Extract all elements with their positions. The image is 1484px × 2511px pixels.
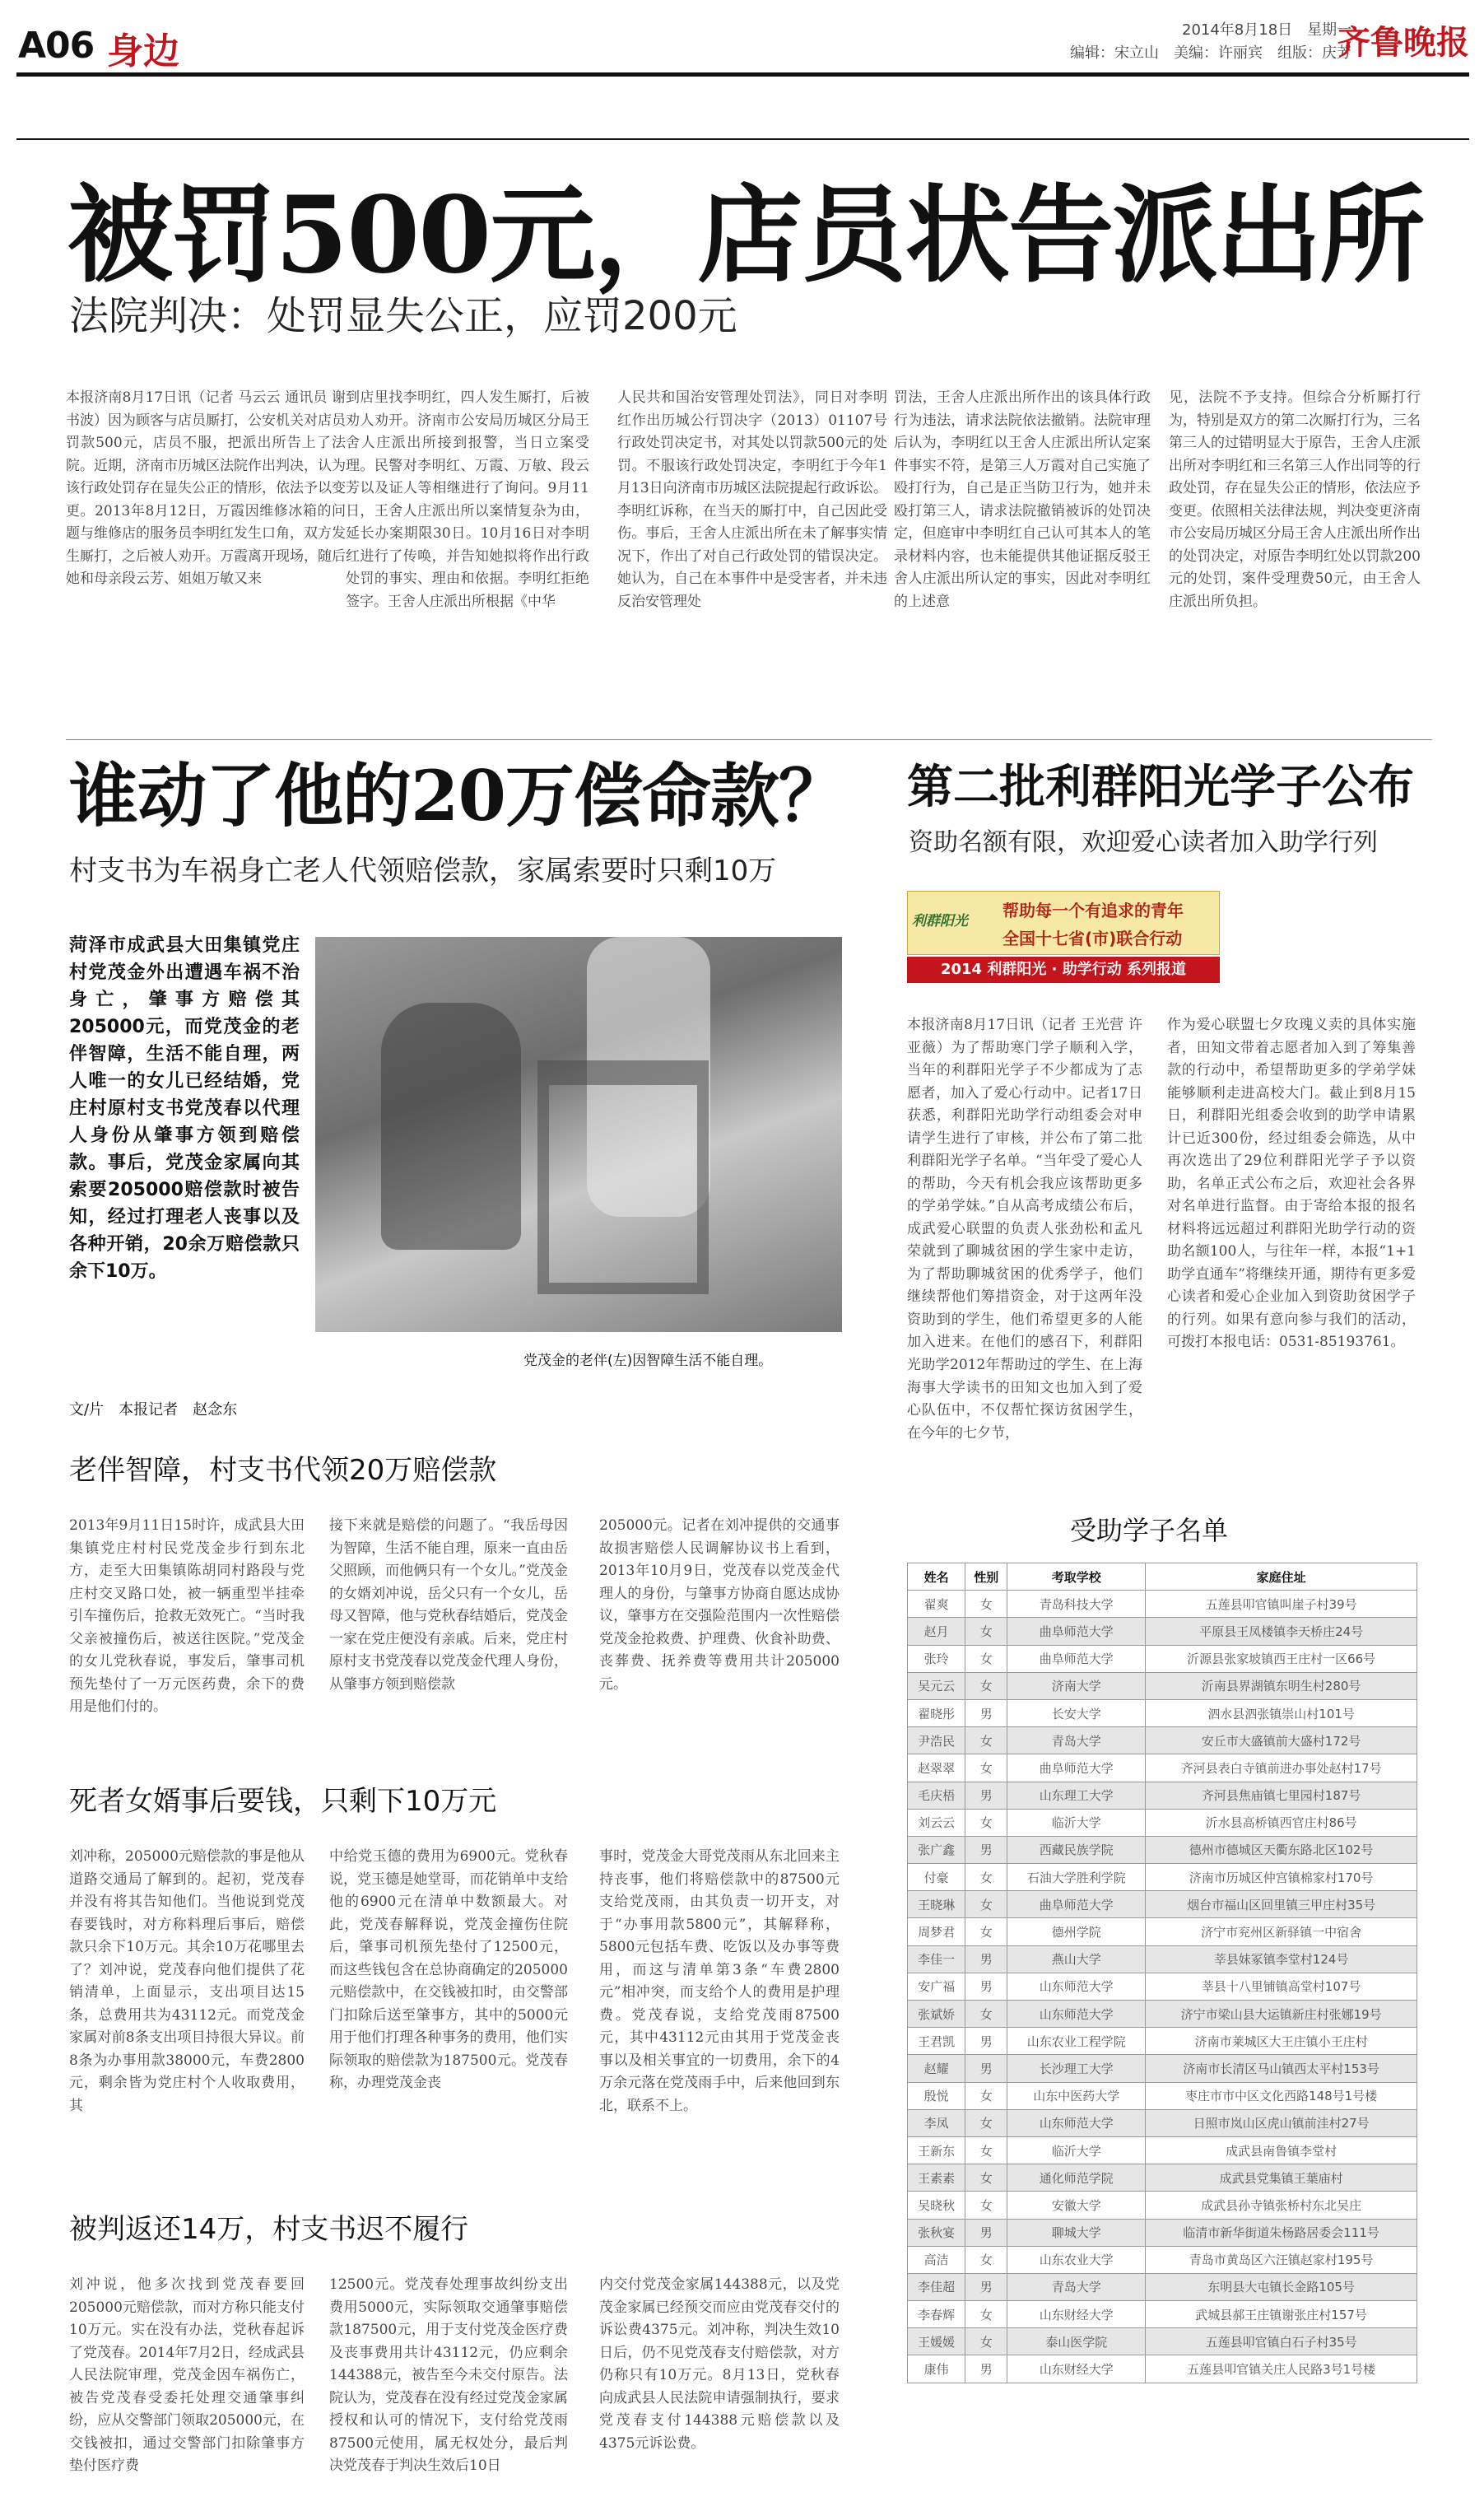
story2-col-text: 205000元。记者在刘冲提供的交通事故损害赔偿人民调解协议书上看到，2013年10月9日，党茂春以党茂金代理人的身份，与肇事方协商自愿达成协议，肇事方在交强险范围内一次性赔偿党茂金抢救费、护理费、伙食补助费、丧葬费、抚养费等费用共计205000元。 bbox=[599, 1517, 840, 1693]
story2-byline: 文/片 本报记者 赵念东 bbox=[69, 1401, 238, 1419]
banner-tag: 2014 利群阳光 · 助学行动 系列报道 bbox=[907, 957, 1220, 983]
table-cell: 平原县王凤楼镇李天桥庄24号 bbox=[1146, 1618, 1417, 1645]
story1-col-text: 见，法院不予支持。但综合分析厮打行为，特别是双方的第二次厮打行为，三名第三人的过错明显大于原告，王舍人庄派出所对李明红和三名第三人作出同等的行政处罚，存在显失公正的情形，依法应予变更。依照相关法律法规，判决变更济南市公安局历城区分局王舍人庄派出所作出的处罚决定，对原告李明红处以罚款200元的处罚，案件受理费50元，由王舍人庄派出所负担。 bbox=[1169, 389, 1421, 610]
table-cell: 康伟 bbox=[908, 2355, 965, 2383]
story2-section2-title: 死者女婿事后要钱，只剩下10万元 bbox=[69, 1785, 497, 1818]
header-rule-thick bbox=[16, 72, 1469, 77]
table-cell: 男 bbox=[965, 1782, 1007, 1809]
banner-line1: 帮助每一个有追求的青年 bbox=[1003, 901, 1184, 920]
story2-sec3-col-1 bbox=[69, 2274, 305, 2496]
table-row bbox=[908, 2109, 1417, 2136]
header-rule-thin bbox=[16, 138, 1469, 140]
table-row bbox=[908, 2301, 1417, 2328]
page-number: A06 bbox=[18, 25, 95, 67]
table-cell: 女 bbox=[965, 2136, 1007, 2164]
story2-col-text: 刘冲称，205000元赔偿款的事是他从道路交通局了解到的。起初，党茂春并没有将其告知他们。当他说到党茂春要钱时，对方称料理后事后，赔偿款只余下10万元。其余10万花哪里去了？刘冲说，党茂春向他们提供了花销清单，上面显示，支出项目达15条，总费用共为43112元。而党茂金家属对前8条支出项目持很大异议。前8条为办事用款38000元，车费2800元，剩余皆为党庄村个人收取费用，其 bbox=[69, 1848, 305, 2114]
story3-col-1 bbox=[907, 1014, 1142, 1492]
story1-bottom-rule bbox=[66, 739, 1432, 740]
table-cell: 女 bbox=[965, 1891, 1007, 1918]
table-cell: 安广福 bbox=[908, 1973, 965, 2000]
table-header: 性别 bbox=[965, 1563, 1007, 1591]
table-row bbox=[908, 1672, 1417, 1699]
table-cell: 赵月 bbox=[908, 1618, 965, 1645]
table-cell: 毛庆梧 bbox=[908, 1782, 965, 1809]
table-cell: 高洁 bbox=[908, 2246, 965, 2273]
table-cell: 李凤 bbox=[908, 2109, 965, 2136]
story2-sec2-col-2 bbox=[329, 1846, 568, 2167]
table-row bbox=[908, 1945, 1417, 1973]
table-cell: 安徽大学 bbox=[1007, 2192, 1146, 2219]
story3-table-title: 受助学子名单 bbox=[1070, 1515, 1229, 1546]
table-cell: 东明县大屯镇长金路105号 bbox=[1146, 2273, 1417, 2300]
story3-banner bbox=[907, 891, 1220, 983]
table-row bbox=[908, 1754, 1417, 1782]
table-cell: 长安大学 bbox=[1007, 1699, 1146, 1726]
table-cell: 石油大学胜利学院 bbox=[1007, 1864, 1146, 1891]
table-row bbox=[908, 1591, 1417, 1618]
story1-col-text: 人民共和国治安管理处罚法》，同日对李明红作出历城公行罚决字（2013）01107号行政处罚决定书，对其处以罚款500元的处罚。不服该行政处罚决定，李明红于今年1月13日向济南市历城区法院提起行政诉讼。李明红诉称，在当天的厮打中，自己因此受伤。事后，王舍人庄派出所在未了解事实情况下，作出了对自己行政处罚的错误决定。她认为，自己在本事件中是受害者，并未违反治安管理处 bbox=[617, 389, 887, 610]
story2-col-text: 12500元。党茂春处理事故纠纷支出费用5000元，实际领取交通肇事赔偿款187500元，用于支付党茂金医疗费及丧事费用共计43112元，仍应剩余144388元，被告至今未交付原告。法院认为，党茂春在没有经过党茂金家属授权和认可的情况下，支付给党茂雨87500元使用，属无权处分，最后判决党茂春于判决生效后10日 bbox=[329, 2276, 568, 2475]
table-cell: 山东财经大学 bbox=[1007, 2355, 1146, 2383]
table-row bbox=[908, 2082, 1417, 2109]
table-cell: 李佳超 bbox=[908, 2273, 965, 2300]
table-cell: 吴元云 bbox=[908, 1672, 965, 1699]
editor-line: 编辑：宋立山 美编：许丽宾 组版：庆芳 bbox=[1070, 44, 1351, 62]
table-cell: 济南大学 bbox=[1007, 1672, 1146, 1699]
table-row bbox=[908, 2164, 1417, 2192]
table-row bbox=[908, 2246, 1417, 2273]
table-cell: 女 bbox=[965, 2109, 1007, 2136]
table-cell: 女 bbox=[965, 1754, 1007, 1782]
table-row bbox=[908, 1891, 1417, 1918]
table-cell: 成武县南鲁镇李堂村 bbox=[1146, 2136, 1417, 2164]
table-cell: 张斌娇 bbox=[908, 2001, 965, 2028]
story2-intro: 菏泽市成武县大田集镇党庄村党茂金外出遭遇车祸不治身亡，肇事方赔偿其205000元，而党茂金的老伴智障，生活不能自理，两人唯一的女儿已经结婚，党庄村原村支书党茂春以代理人身份从肇事方领到赔偿款。事后，党茂金家属向其索要205000赔偿款时被告知，经过打理老人丧事以及各种开销，20余万赔偿款只余下10万。 bbox=[69, 935, 300, 1282]
table-cell: 王媛媛 bbox=[908, 2328, 965, 2355]
table-cell: 曲阜师范大学 bbox=[1007, 1891, 1146, 1918]
table-cell: 女 bbox=[965, 2001, 1007, 2028]
table-row bbox=[908, 1864, 1417, 1891]
table-cell: 曲阜师范大学 bbox=[1007, 1645, 1146, 1672]
table-cell: 成武县孙寺镇张桥村东北吴庄 bbox=[1146, 2192, 1417, 2219]
table-cell: 山东农业大学 bbox=[1007, 2246, 1146, 2273]
table-cell: 临沂大学 bbox=[1007, 1809, 1146, 1836]
table-cell: 女 bbox=[965, 2328, 1007, 2355]
table-cell: 王晓琳 bbox=[908, 1891, 965, 1918]
story2-photo-caption: 党茂金的老伴(左)因智障生活不能自理。 bbox=[523, 1353, 773, 1369]
table-row bbox=[908, 1809, 1417, 1836]
table-cell: 赵耀 bbox=[908, 2055, 965, 2082]
table-cell: 成武县党集镇王葉庙村 bbox=[1146, 2164, 1417, 2192]
table-cell: 燕山大学 bbox=[1007, 1945, 1146, 1973]
story2-col-text: 事时，党茂金大哥党茂雨从东北回来主持丧事，他们将赔偿款中的87500元支给党茂雨，由其负责一切开支，对于“办事用款5800元”，其解释称，5800元包括车费、吃饭以及办事等费用，而这与清单第3条“车费2800元”相冲突，而支给个人的费用是护理费。党茂春说，支给党茂雨87500元，其中43112元由其用于党茂金丧事以及相关事宜的一切费用，余下的4万余元落在党茂雨手中，后来他回到东北，联系不上。 bbox=[599, 1848, 840, 2114]
table-cell: 烟台市福山区回里镇三甲庄村35号 bbox=[1146, 1891, 1417, 1918]
table-cell: 张广鑫 bbox=[908, 1836, 965, 1863]
table-cell: 曲阜师范大学 bbox=[1007, 1618, 1146, 1645]
table-header: 姓名 bbox=[908, 1563, 965, 1591]
story2-sec1-col-1 bbox=[69, 1515, 305, 1737]
table-cell: 莘县妹冢镇李堂村124号 bbox=[1146, 1945, 1417, 1973]
table-cell: 男 bbox=[965, 1836, 1007, 1863]
table-cell: 五莲县叩官镇关庄人民路3号1号楼 bbox=[1146, 2355, 1417, 2383]
table-row bbox=[908, 2028, 1417, 2055]
table-cell: 女 bbox=[965, 2164, 1007, 2192]
story3-col-text: 作为爱心联盟七夕玫瑰义卖的具体实施者，田知文带着志愿者加入到了筹集善款的行动中，希望帮助更多的学弟学妹能够顺利走进高校大门。截止到8月15日，利群阳光组委会收到的助学申请累计已近300份，经过组委会筛选，从中再次选出了29位利群阳光学子予以资助，名单正式公布之后，欢迎社会各界对名单进行监督。由于寄给本报的报名材料将远远超过利群阳光助学行动的资助名额100人，与往年一样，本报“1+1助学直通车”将继续开通，期待有更多爱心读者和爱心企业加入到资助贫困学子的行列。如果有意向参与我们的活动，可拨打本报电话：0531-85193761。 bbox=[1167, 1017, 1416, 1351]
story3-subheadline: 资助名额有限，欢迎爱心读者加入助学行列 bbox=[909, 828, 1378, 857]
table-cell: 女 bbox=[965, 2301, 1007, 2328]
story2-col-text: 刘冲说，他多次找到党茂春要回205000元赔偿款，而对方称只能支付10万元。实在没有办法，党秋春起诉了党茂春。2014年7月2日，经成武县人民法院审理，党茂金因车祸伤亡，被告党茂春受委托处理交通肇事纠纷，应从交警部门领取205000元，在交钱被扣，通过交警部门扣除肇事方垫付医疗费 bbox=[69, 2276, 305, 2475]
story1-col-5 bbox=[1169, 387, 1421, 724]
table-cell: 王新东 bbox=[908, 2136, 965, 2164]
story2-section1-title: 老伴智障，村支书代领20万赔偿款 bbox=[69, 1454, 497, 1487]
table-row bbox=[908, 1973, 1417, 2000]
story1-col-1 bbox=[66, 387, 346, 724]
table-cell: 济宁市兖州区新驿镇一中宿舍 bbox=[1146, 1918, 1417, 1945]
table-cell: 莘县十八里铺镇高堂村107号 bbox=[1146, 1973, 1417, 2000]
table-cell: 女 bbox=[965, 2192, 1007, 2219]
table-cell: 山东师范大学 bbox=[1007, 2001, 1146, 2028]
story1-col-3 bbox=[617, 387, 887, 724]
story2-section3-title: 被判返还14万，村支书迟不履行 bbox=[69, 2213, 469, 2246]
section-name: 身边 bbox=[107, 30, 179, 72]
story2-sec1-col-2 bbox=[329, 1515, 568, 1737]
table-cell: 女 bbox=[965, 1864, 1007, 1891]
table-cell: 女 bbox=[965, 1918, 1007, 1945]
table-row bbox=[908, 1727, 1417, 1754]
table-cell: 男 bbox=[965, 2028, 1007, 2055]
table-cell: 女 bbox=[965, 2246, 1007, 2273]
story2-sec3-col-3 bbox=[599, 2274, 840, 2496]
table-cell: 男 bbox=[965, 2273, 1007, 2300]
table-row bbox=[908, 1618, 1417, 1645]
table-row bbox=[908, 2055, 1417, 2082]
photo-stool bbox=[537, 1060, 709, 1294]
table-cell: 山东师范大学 bbox=[1007, 2109, 1146, 2136]
table-cell: 山东财经大学 bbox=[1007, 2301, 1146, 2328]
student-table bbox=[907, 1563, 1417, 2383]
story2-photo bbox=[315, 937, 842, 1332]
story2-headline: 谁动了他的20万偿命款？ bbox=[69, 755, 847, 836]
story2-col-text: 中给党玉德的费用为6900元。党秋春说，党玉德是她堂哥，而花销单中支给他的6900元在清单中数额最大。对此，党茂春解释说，党茂金撞伤住院后，肇事司机预先垫付了12500元，而这些钱包含在总协商确定的205000元赔偿款中，在交钱被扣时，由交警部门扣除后送至肇事方，其中的5000元用于他们打理各种事务的费用，他们实际领取的赔偿款为187500元。党茂春称，办理党茂金丧 bbox=[329, 1848, 568, 2092]
table-cell: 德州学院 bbox=[1007, 1918, 1146, 1945]
table-cell: 翟爽 bbox=[908, 1591, 965, 1618]
table-cell: 泗水县泗张镇崇山村101号 bbox=[1146, 1699, 1417, 1726]
table-cell: 聊城大学 bbox=[1007, 2219, 1146, 2246]
table-cell: 沂南县界湖镇东明生村280号 bbox=[1146, 1672, 1417, 1699]
table-cell: 女 bbox=[965, 1672, 1007, 1699]
table-cell: 齐河县焦庙镇七里园村187号 bbox=[1146, 1782, 1417, 1809]
table-cell: 通化师范学院 bbox=[1007, 2164, 1146, 2192]
table-cell: 临清市新华街道朱杨路居委会111号 bbox=[1146, 2219, 1417, 2246]
masthead-logo: 齐鲁晚报 bbox=[1337, 23, 1469, 62]
table-cell: 吴晓秋 bbox=[908, 2192, 965, 2219]
table-cell: 男 bbox=[965, 2355, 1007, 2383]
table-cell: 安丘市大盛镇前大盛村172号 bbox=[1146, 1727, 1417, 1754]
story2-sec1-col-3 bbox=[599, 1515, 840, 1737]
table-cell: 女 bbox=[965, 1618, 1007, 1645]
table-cell: 女 bbox=[965, 1809, 1007, 1836]
table-cell: 五莲县叩官镇白石子村35号 bbox=[1146, 2328, 1417, 2355]
table-cell: 赵翠翠 bbox=[908, 1754, 965, 1782]
table-cell: 女 bbox=[965, 1645, 1007, 1672]
table-cell: 泰山医学院 bbox=[1007, 2328, 1146, 2355]
table-cell: 翟晓彤 bbox=[908, 1699, 965, 1726]
table-cell: 沂源县张家坡镇西王庄村一区66号 bbox=[1146, 1645, 1417, 1672]
table-cell: 德州市德城区天衢东路北区102号 bbox=[1146, 1836, 1417, 1863]
table-cell: 男 bbox=[965, 2055, 1007, 2082]
table-body bbox=[908, 1591, 1417, 2383]
story2-col-text: 接下来就是赔偿的问题了。“我岳母因为智障，生活不能自理，原来一直由岳父照顾，而他俩只有一个女儿。”党茂金的女婿刘冲说，岳父只有一个女儿，岳母又智障，他与党秋春结婚后，党茂金一家在党庄便没有亲戚。后来，党庄村原村支书党茂春以党茂金代理人身份，从肇事方领到赔偿款 bbox=[329, 1517, 568, 1693]
table-cell: 日照市岚山区虎山镇前洼村27号 bbox=[1146, 2109, 1417, 2136]
banner-logo: 利群阳光 bbox=[912, 913, 968, 929]
table-cell: 男 bbox=[965, 2219, 1007, 2246]
table-cell: 枣庄市市中区文化西路148号1号楼 bbox=[1146, 2082, 1417, 2109]
story3-headline: 第二批利群阳光学子公布 bbox=[907, 760, 1414, 814]
table-row bbox=[908, 1645, 1417, 1672]
table-header: 家庭住址 bbox=[1146, 1563, 1417, 1591]
story2-sec3-col-2 bbox=[329, 2274, 568, 2496]
table-cell: 刘云云 bbox=[908, 1809, 965, 1836]
table-cell: 张玲 bbox=[908, 1645, 965, 1672]
table-row bbox=[908, 2136, 1417, 2164]
table-cell: 青岛市黄岛区六汪镇赵家村195号 bbox=[1146, 2246, 1417, 2273]
table-cell: 五莲县叩官镇叫崖子村39号 bbox=[1146, 1591, 1417, 1618]
story2-sec2-col-1 bbox=[69, 1846, 305, 2167]
table-cell: 曲阜师范大学 bbox=[1007, 1754, 1146, 1782]
table-cell: 尹浩民 bbox=[908, 1727, 965, 1754]
table-cell: 济南市长清区马山镇西太平村153号 bbox=[1146, 2055, 1417, 2082]
table-cell: 男 bbox=[965, 1945, 1007, 1973]
table-cell: 青岛科技大学 bbox=[1007, 1591, 1146, 1618]
table-cell: 女 bbox=[965, 1727, 1007, 1754]
story3-col-text: 本报济南8月17日讯（记者 王光营 许亚薇）为了帮助寒门学子顺利入学，当年的利群阳光学子不少都成为了志愿者，加入了爱心行动中。记者17日获悉，利群阳光助学行动组委会对申请学生进行了审核，并公布了第二批利群阳光学子名单。“当年受了爱心人的帮助，今天有机会我应该帮助更多的学弟学妹。”自从高考成绩公布后，成武爱心联盟的负责人张劲松和孟凡荣就到了聊城贫困的学生家中走访，为了帮助聊城贫困的优秀学子，他们继续帮他们筹措资金，对于这两年没资助到的学生，他们希望更多的人能加入进来。在他们的感召下，利群阳光助学2012年帮助过的学生、在上海海事大学读书的田知文也加入到了爱心队伍中，不仅帮忙探访贫困学生，在今年的七夕节， bbox=[907, 1017, 1142, 1442]
table-row bbox=[908, 2273, 1417, 2300]
table-cell: 付豪 bbox=[908, 1864, 965, 1891]
table-row bbox=[908, 1836, 1417, 1863]
table-cell: 济南市莱城区大王庄镇小王庄村 bbox=[1146, 2028, 1417, 2055]
table-cell: 男 bbox=[965, 1973, 1007, 2000]
story2-sec2-col-3 bbox=[599, 1846, 840, 2167]
table-row bbox=[908, 1699, 1417, 1726]
story1-col-text: 到店里找李明红，四人发生厮打，后被劝人劝开。济南市公安局历城区分局王舍人庄派出所接到报警，当日立案受理。民警对李明红、万霞、万敏、段云芳以及证人等相继进行了询问。9月11日，王舍人庄派出所以案情复杂为由，延长办案期限30日。10月16日对李明红进行了传唤，并告知她拟将作出行政处罚的事实、理由和依据。李明红拒绝签字。王舍人庄派出所根据《中华 bbox=[346, 389, 589, 610]
table-header: 考取学校 bbox=[1007, 1563, 1146, 1591]
story2-col-text: 内交付党茂金家属144388元，以及党茂金家属已经预交而应由党茂春交付的诉讼费4375元。刘冲称，判决生效10日后，仍不见党茂春支付赔偿款，对方仍称只有10万元。8月13日，党秋春向成武县人民法院申请强制执行，要求党茂春支付144388元赔偿款以及4375元诉讼费。 bbox=[599, 2276, 840, 2452]
table-row bbox=[908, 2001, 1417, 2028]
table-cell: 济宁市梁山县大运镇新庄村张娜19号 bbox=[1146, 2001, 1417, 2028]
table-cell: 王素素 bbox=[908, 2164, 965, 2192]
story1-col-4 bbox=[894, 387, 1151, 724]
table-cell: 李春辉 bbox=[908, 2301, 965, 2328]
table-cell: 山东理工大学 bbox=[1007, 1782, 1146, 1809]
table-cell: 女 bbox=[965, 2082, 1007, 2109]
photo-figure-left bbox=[381, 1003, 521, 1250]
table-row bbox=[908, 1918, 1417, 1945]
banner-line2: 全国十七省(市)联合行动 bbox=[1003, 929, 1183, 948]
story2-subheadline: 村支书为车祸身亡老人代领赔偿款，家属索要时只剩10万 bbox=[69, 855, 777, 887]
table-row bbox=[908, 2355, 1417, 2383]
table-row bbox=[908, 2219, 1417, 2246]
story1-col-text: 罚法，王舍人庄派出所作出的该具体行政行为违法，请求法院依法撤销。法院审理后认为，李明红以王舍人庄派出所认定案件事实不符，是第三人万霞对自己实施了殴打行为，自己是正当防卫行为，她并未殴打第三人，请求法院撤销被诉的处罚决定，但庭审中李明红自己认可其本人的笔录材料内容，也未能提供其他证据反驳王舍人庄派出所认定的事实，因此对李明红的上述意 bbox=[894, 389, 1151, 610]
story3-col-2 bbox=[1167, 1014, 1416, 1492]
table-cell: 山东中医药大学 bbox=[1007, 2082, 1146, 2109]
table-row bbox=[908, 2192, 1417, 2219]
story1-subheadline: 法院判决：处罚显失公正，应罚200元 bbox=[69, 293, 737, 339]
table-cell: 山东师范大学 bbox=[1007, 1973, 1146, 2000]
table-cell: 李佳一 bbox=[908, 1945, 965, 1973]
table-row bbox=[908, 2328, 1417, 2355]
table-cell: 青岛大学 bbox=[1007, 2273, 1146, 2300]
table-cell: 长沙理工大学 bbox=[1007, 2055, 1146, 2082]
table-cell: 男 bbox=[965, 1699, 1007, 1726]
table-cell: 齐河县表白寺镇前进办事处赵村17号 bbox=[1146, 1754, 1417, 1782]
table-cell: 殷悦 bbox=[908, 2082, 965, 2109]
story1-headline: 被罚500元，店员状告派出所 bbox=[67, 174, 1424, 297]
table-cell: 张秋宴 bbox=[908, 2219, 965, 2246]
table-cell: 山东农业工程学院 bbox=[1007, 2028, 1146, 2055]
table-row bbox=[908, 1782, 1417, 1809]
table-cell: 济南市历城区仲宫镇棉家村170号 bbox=[1146, 1864, 1417, 1891]
story1-col-text: 本报济南8月17日讯（记者 马云云 通讯员 谢书波）因为顾客与店员厮打，公安机关对店员罚款500元，店员不服，把派出所告上了法院。近期，济南市历城区法院作出判决，认为该行政处罚存在显失公正的情形，依法予以变更。2013年8月12日，万霞因维修冰箱的问题与维修店的服务员李明红发生口角，双方发生厮打，之后被人劝开。万霞离开现场，随后她和母亲段云芳、姐姐万敏又来 bbox=[66, 389, 346, 588]
table-header-row bbox=[908, 1563, 1417, 1591]
story1-col-2 bbox=[346, 387, 589, 724]
table-cell: 女 bbox=[965, 1591, 1007, 1618]
table-cell: 青岛大学 bbox=[1007, 1727, 1146, 1754]
table-cell: 临沂大学 bbox=[1007, 2136, 1146, 2164]
table-cell: 西藏民族学院 bbox=[1007, 1836, 1146, 1863]
story2-col-text: 2013年9月11日15时许，成武县大田集镇党庄村村民党茂金步行到东北方，走至大田集镇陈胡同村路段与党庄村交叉路口处，被一辆重型半挂牵引车撞伤后，抢救无效死亡。“当时我父亲被撞伤后，被送往医院。”党茂金的女儿党秋春说，事发后，肇事司机预先垫付了一万元医药费，余下的费用是他们付的。 bbox=[69, 1517, 305, 1716]
table-cell: 王君凯 bbox=[908, 2028, 965, 2055]
table-cell: 沂水县高桥镇西官庄村86号 bbox=[1146, 1809, 1417, 1836]
table-cell: 武城县郝王庄镇谢张庄村157号 bbox=[1146, 2301, 1417, 2328]
date-line: 2014年8月18日 星期一 bbox=[1182, 21, 1352, 39]
table-cell: 周梦君 bbox=[908, 1918, 965, 1945]
